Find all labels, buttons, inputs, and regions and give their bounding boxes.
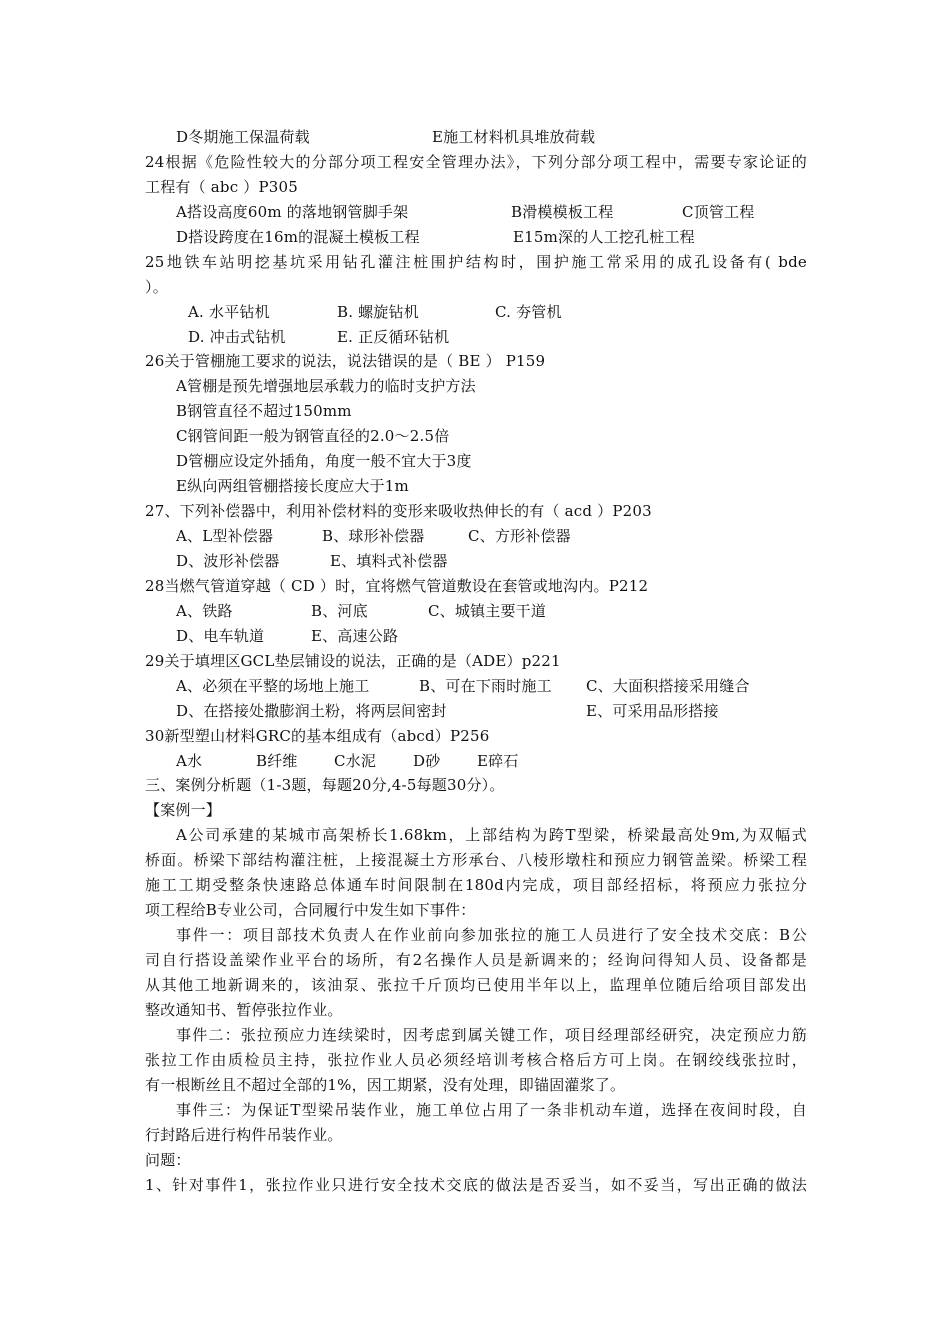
q26-option-a: A管棚是预先增强地层承载力的临时支护方法 [176, 377, 476, 395]
q25-option-d: D. 冲击式钻机 [188, 328, 286, 346]
case-paragraph-1-line: 施工工期受整条快速路总体通车时间限制在180d内完成，项目部经招标，将预应力张拉分 [145, 876, 807, 894]
q25-option-a: A. 水平钻机 [188, 303, 270, 321]
event-1-line: 整改通知书、暂停张拉作业。 [145, 1001, 343, 1019]
q24-option-b: B滑模模板工程 [511, 203, 614, 221]
event-2-line: 有一根断丝且不超过全部的1%，因工期紧，没有处理，即锚固灌浆了。 [145, 1076, 626, 1094]
q24-option-c: C顶管工程 [682, 203, 755, 221]
q30-option-e: E碎石 [477, 752, 519, 770]
q25-option-b: B. 螺旋钻机 [337, 303, 419, 321]
q24-stem-line-1: 24根据《危险性较大的分部分项工程安全管理办法》，下列分部分项工程中，需要专家论证的 [145, 153, 807, 171]
q29-option-e: E、可采用品形搭接 [586, 702, 719, 720]
case-paragraph-1-line: 项工程给B专业公司，合同履行中发生如下事件： [145, 901, 476, 919]
q27-option-c: C、方形补偿器 [468, 527, 571, 545]
q26-option-b: B钢管直径不超过150mm [176, 402, 352, 420]
q29-stem: 29关于填埋区GCL垫层铺设的说法，正确的是（ADE）p221 [145, 652, 561, 670]
case-title: 【案例一】 [145, 801, 222, 819]
case-paragraph-1-line: 桥面。桥梁下部结构灌注桩，上接混凝土方形承台、八棱形墩柱和预应力钢管盖梁。桥梁工程 [145, 851, 807, 869]
q28-option-a: A、铁路 [176, 602, 233, 620]
event-1-line: 事件一：项目部技术负责人在作业前向参加张拉的施工人员进行了安全技术交底：B公 [176, 926, 807, 944]
q24-option-d: D搭设跨度在16m的混凝土模板工程 [176, 228, 420, 246]
q28-option-b: B、河底 [311, 602, 368, 620]
q30-option-b: B纤维 [256, 752, 298, 770]
event-3-line: 行封路后进行构件吊装作业。 [145, 1126, 343, 1144]
q30-option-c: C水泥 [334, 752, 377, 770]
q25-stem-line-1: 25地铁车站明挖基坑采用钻孔灌注桩围护结构时，围护施工常采用的成孔设备有( bde [145, 253, 807, 271]
questions-label: 问题： [145, 1151, 191, 1169]
question-1: 1、针对事件1，张拉作业只进行安全技术交底的做法是否妥当，如不妥当，写出正确的做法 [145, 1176, 807, 1194]
section-heading: 三、案例分析题（1-3题，每题20分,4-5每题30分）。 [145, 776, 505, 794]
q25-option-c: C. 夯管机 [495, 303, 562, 321]
q23-option-e: E施工材料机具堆放荷载 [432, 128, 596, 146]
event-3-line: 事件三：为保证T型梁吊装作业，施工单位占用了一条非机动车道，选择在夜间时段，自 [176, 1101, 807, 1119]
event-1-line: 司自行搭设盖梁作业平台的场所，有2名操作人员是新调来的；经询问得知人员、设备都是 [145, 951, 807, 969]
q28-option-e: E、高速公路 [311, 627, 399, 645]
q28-option-d: D、电车轨道 [176, 627, 265, 645]
q26-option-c: C钢管间距一般为钢管直径的2.0～2.5倍 [176, 427, 450, 445]
q25-stem-line-2: ）。 [145, 278, 168, 296]
q27-option-d: D、波形补偿器 [176, 552, 280, 570]
q28-option-c: C、城镇主要干道 [428, 602, 547, 620]
q30-stem: 30新型塑山材料GRC的基本组成有（abcd）P256 [145, 727, 490, 745]
q29-option-d: D、在搭接处撒膨润土粉，将两层间密封 [176, 702, 447, 720]
q27-stem: 27、下列补偿器中，利用补偿材料的变形来吸收热伸长的有（ acd ）P203 [145, 502, 652, 520]
event-2-line: 张拉工作由质检员主持，张拉作业人员必须经培训考核合格后方可上岗。在钢绞线张拉时， [145, 1051, 807, 1069]
event-2-line: 事件二：张拉预应力连续梁时，因考虑到属关键工作，项目经理部经研究，决定预应力筋 [176, 1026, 807, 1044]
q27-option-a: A、L型补偿器 [176, 527, 274, 545]
q28-stem: 28当燃气管道穿越（ CD ）时，宜将燃气管道敷设在套管或地沟内。P212 [145, 577, 649, 595]
q23-option-d: D冬期施工保温荷载 [176, 128, 310, 146]
event-1-line: 从其他工地新调来的，该油泵、张拉千斤顶均已使用半年以上，监理单位随后给项目部发出 [145, 976, 807, 994]
q27-option-e: E、填料式补偿器 [330, 552, 448, 570]
q24-stem-line-2: 工程有（ abc ）P305 [145, 178, 299, 196]
q26-stem: 26关于管棚施工要求的说法，说法错误的是（ BE ） P159 [145, 352, 546, 370]
q25-option-e: E. 正反循环钻机 [337, 328, 450, 346]
q24-option-a: A搭设高度60m 的落地钢管脚手架 [176, 203, 409, 221]
case-paragraph-1-line: A公司承建的某城市高架桥长1.68km，上部结构为跨T型梁，桥梁最高处9m,为双幅式 [176, 826, 807, 844]
q26-option-e: E纵向两组管棚搭接长度应大于1m [176, 477, 409, 495]
q29-option-b: B、可在下雨时施工 [419, 677, 552, 695]
q29-option-a: A、必须在平整的场地上施工 [176, 677, 370, 695]
q29-option-c: C、大面积搭接采用缝合 [586, 677, 750, 695]
q26-option-d: D管棚应设定外插角，角度一般不宜大于3度 [176, 452, 472, 470]
q27-option-b: B、球形补偿器 [322, 527, 425, 545]
q30-option-a: A水 [176, 752, 203, 770]
q30-option-d: D砂 [413, 752, 441, 770]
q24-option-e: E15m深的人工挖孔桩工程 [513, 228, 695, 246]
